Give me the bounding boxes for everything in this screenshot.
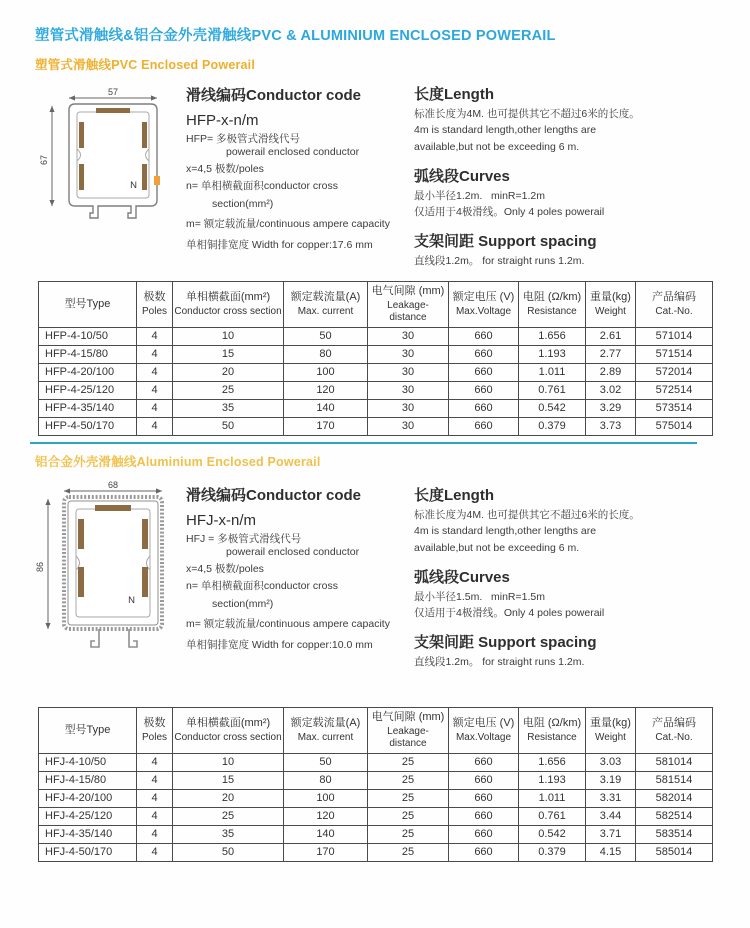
column-header: 重量(kg) Weight bbox=[586, 708, 636, 754]
cell-type: HFJ-4-20/100 bbox=[39, 789, 137, 807]
cell-type: HFJ-4-25/120 bbox=[39, 807, 137, 825]
length-heading: 长度Length bbox=[414, 86, 494, 103]
spec-line: 标准长度为4M. 也可提供其它不超过6米的长度。 bbox=[414, 508, 640, 521]
table-cell: 1.656 bbox=[519, 327, 586, 345]
table-cell: 4 bbox=[137, 327, 173, 345]
table-row bbox=[39, 345, 713, 363]
table-cell: 1.011 bbox=[519, 363, 586, 381]
column-header: 产品编码 Cat.-No. bbox=[636, 708, 713, 754]
cell-type: HFP-4-50/170 bbox=[39, 417, 137, 435]
table-cell: 585014 bbox=[636, 843, 713, 861]
column-header: 产品编码 Cat.-No. bbox=[636, 282, 713, 328]
table-cell: 573514 bbox=[636, 399, 713, 417]
code-line: HFJ = 多极管式滑线代号 bbox=[186, 532, 302, 545]
spec-line: available,but not be exceeding 6 m. bbox=[414, 140, 580, 153]
code-line: powerail enclosed conductor bbox=[226, 146, 360, 159]
cell-type: HFP-4-25/120 bbox=[39, 381, 137, 399]
dimension-left bbox=[39, 106, 55, 206]
table-cell: 4 bbox=[137, 825, 173, 843]
table-row bbox=[39, 771, 713, 789]
specs-block-aluminium bbox=[414, 484, 744, 669]
table-cell: 4 bbox=[137, 771, 173, 789]
table-cell: 10 bbox=[173, 327, 284, 345]
table-cell: 50 bbox=[284, 753, 368, 771]
table-cell: 660 bbox=[449, 417, 519, 435]
table-cell: 0.761 bbox=[519, 381, 586, 399]
table-cell: 1.656 bbox=[519, 753, 586, 771]
table-cell: 660 bbox=[449, 753, 519, 771]
table-cell: 30 bbox=[368, 399, 449, 417]
table-row bbox=[39, 363, 713, 381]
support-spacing-heading: 支架间距 Support spacing bbox=[414, 233, 597, 251]
spec-line: 4m is standard length,other lengths are bbox=[414, 124, 597, 137]
table-cell: 3.31 bbox=[586, 789, 636, 807]
conductor-code-block-aluminium bbox=[186, 484, 421, 652]
table-cell: 4 bbox=[137, 807, 173, 825]
code-line: m= 额定载流量/continuous ampere capacity bbox=[186, 218, 390, 231]
code-line: section(mm²) bbox=[212, 197, 274, 210]
neutral-label: N bbox=[128, 595, 135, 606]
table-cell: 25 bbox=[368, 753, 449, 771]
table-cell: 4 bbox=[137, 345, 173, 363]
table-cell: 660 bbox=[449, 843, 519, 861]
table-row bbox=[39, 843, 713, 861]
table-cell: 4 bbox=[137, 753, 173, 771]
table-cell: 3.19 bbox=[586, 771, 636, 789]
spec-line: 标准长度为4M. 也可提供其它不超过6米的长度。 bbox=[414, 107, 640, 120]
dim-height-label: 67 bbox=[39, 154, 49, 166]
spec-line: 4m is standard length,other lengths are bbox=[414, 525, 597, 538]
spec-line: 直线段1.2m。 for straight runs 1.2m. bbox=[414, 655, 585, 668]
cell-type: HFJ-4-50/170 bbox=[39, 843, 137, 861]
table-cell: 0.379 bbox=[519, 417, 586, 435]
column-header: 型号Type bbox=[39, 282, 137, 328]
cell-type: HFP-4-15/80 bbox=[39, 345, 137, 363]
table-cell: 4 bbox=[137, 789, 173, 807]
column-header: 型号Type bbox=[39, 708, 137, 754]
table-cell: 25 bbox=[368, 825, 449, 843]
table-row bbox=[39, 807, 713, 825]
table-cell: 1.193 bbox=[519, 345, 586, 363]
table-cell: 660 bbox=[449, 363, 519, 381]
table-cell: 50 bbox=[173, 843, 284, 861]
code-line: x=4,5 极数/poles bbox=[186, 163, 264, 176]
table-row bbox=[39, 753, 713, 771]
curves-heading: 弧线段Curves bbox=[414, 569, 510, 587]
profile-outline bbox=[69, 104, 157, 218]
spec-line: 仅适用于4极滑线。Only 4 poles powerail bbox=[414, 206, 605, 219]
cell-type: HFJ-4-15/80 bbox=[39, 771, 137, 789]
conductor-code-model: HFP-x-n/m bbox=[186, 112, 259, 129]
table-cell: 3.03 bbox=[586, 753, 636, 771]
table-cell: 1.011 bbox=[519, 789, 586, 807]
column-header: 极数 Poles bbox=[137, 708, 173, 754]
table-cell: 582014 bbox=[636, 789, 713, 807]
table-cell: 2.77 bbox=[586, 345, 636, 363]
table-cell: 30 bbox=[368, 363, 449, 381]
section-subtitle-aluminium: 铝合金外壳滑触线Aluminium Enclosed Powerail bbox=[35, 455, 321, 469]
table-cell: 572014 bbox=[636, 363, 713, 381]
table-cell: 582514 bbox=[636, 807, 713, 825]
table-cell: 35 bbox=[173, 399, 284, 417]
cell-type: HFJ-4-10/50 bbox=[39, 753, 137, 771]
column-header: 额定载流量(A) Max. current bbox=[284, 282, 368, 328]
spec-line: 直线段1.2m。 for straight runs 1.2m. bbox=[414, 254, 585, 267]
cell-type: HFP-4-35/140 bbox=[39, 399, 137, 417]
table-cell: 4 bbox=[137, 363, 173, 381]
table-cell: 571014 bbox=[636, 327, 713, 345]
table-cell: 2.89 bbox=[586, 363, 636, 381]
cell-type: HFJ-4-35/140 bbox=[39, 825, 137, 843]
spec-line: available,but not be exceeding 6 m. bbox=[414, 541, 580, 554]
code-line: x=4,5 极数/poles bbox=[186, 563, 264, 576]
table-cell: 4 bbox=[137, 843, 173, 861]
code-line: 单相铜排宽度 Width for copper:17.6 mm bbox=[186, 238, 373, 251]
column-header: 电阻 (Ω/km) Resistance bbox=[519, 282, 586, 328]
table-cell: 660 bbox=[449, 399, 519, 417]
table-row bbox=[39, 825, 713, 843]
length-heading: 长度Length bbox=[414, 487, 494, 504]
table-cell: 100 bbox=[284, 789, 368, 807]
column-header: 电气间隙 (mm) Leakage-distance bbox=[368, 708, 449, 754]
table-cell: 0.761 bbox=[519, 807, 586, 825]
table-cell: 0.542 bbox=[519, 825, 586, 843]
table-cell: 80 bbox=[284, 345, 368, 363]
table-row bbox=[39, 789, 713, 807]
table-cell: 30 bbox=[368, 327, 449, 345]
page-title: 塑管式滑触线&铝合金外壳滑触线PVC & ALUMINIUM ENCLOSED POWERAIL bbox=[35, 28, 556, 44]
table-cell: 120 bbox=[284, 381, 368, 399]
table-cell: 20 bbox=[173, 789, 284, 807]
curves-heading: 弧线段Curves bbox=[414, 168, 510, 186]
table-cell: 30 bbox=[368, 417, 449, 435]
table-cell: 100 bbox=[284, 363, 368, 381]
table-cell: 120 bbox=[284, 807, 368, 825]
table-cell: 20 bbox=[173, 363, 284, 381]
aluminium-profile-diagram bbox=[33, 479, 193, 671]
section-divider bbox=[30, 442, 697, 444]
table-row bbox=[39, 417, 713, 435]
table-cell: 3.71 bbox=[586, 825, 636, 843]
table-cell: 3.02 bbox=[586, 381, 636, 399]
column-header: 重量(kg) Weight bbox=[586, 282, 636, 328]
dimension-top bbox=[64, 480, 162, 494]
table-cell: 35 bbox=[173, 825, 284, 843]
table-cell: 4 bbox=[137, 399, 173, 417]
table-cell: 0.542 bbox=[519, 399, 586, 417]
table-cell: 660 bbox=[449, 789, 519, 807]
table-cell: 25 bbox=[368, 807, 449, 825]
column-header: 单相横截面(mm²) Conductor cross section bbox=[173, 708, 284, 754]
spec-line: 最小半径1.5m. minR=1.5m bbox=[414, 590, 545, 603]
table-cell: 140 bbox=[284, 825, 368, 843]
aluminium-spec-table bbox=[38, 707, 713, 862]
neutral-label: N bbox=[130, 180, 137, 191]
section-subtitle-pvc: 塑管式滑触线PVC Enclosed Powerail bbox=[35, 58, 256, 72]
table-cell: 170 bbox=[284, 843, 368, 861]
column-header: 电阻 (Ω/km) Resistance bbox=[519, 708, 586, 754]
table-cell: 660 bbox=[449, 825, 519, 843]
cell-type: HFP-4-20/100 bbox=[39, 363, 137, 381]
spec-line: 最小半径1.2m. minR=1.2m bbox=[414, 189, 545, 202]
conductor-code-block-pvc bbox=[186, 84, 421, 252]
table-cell: 0.379 bbox=[519, 843, 586, 861]
column-header: 额定电压 (V) Max.Voltage bbox=[449, 282, 519, 328]
column-header: 极数 Poles bbox=[137, 282, 173, 328]
table-cell: 170 bbox=[284, 417, 368, 435]
table-row bbox=[39, 381, 713, 399]
table-cell: 25 bbox=[368, 843, 449, 861]
table-cell: 1.193 bbox=[519, 771, 586, 789]
code-line: n= 单相横截面积conductor cross bbox=[186, 580, 339, 593]
table-cell: 660 bbox=[449, 807, 519, 825]
conductor-code-heading: 滑线编码Conductor code bbox=[186, 487, 361, 504]
spec-line: 仅适用于4极滑线。Only 4 poles powerail bbox=[414, 607, 605, 620]
table-cell: 3.44 bbox=[586, 807, 636, 825]
table-row bbox=[39, 399, 713, 417]
neutral-marker bbox=[154, 176, 160, 185]
pvc-profile-diagram bbox=[36, 86, 186, 258]
table-cell: 571514 bbox=[636, 345, 713, 363]
conductor-code-model: HFJ-x-n/m bbox=[186, 512, 256, 529]
table-cell: 3.29 bbox=[586, 399, 636, 417]
table-cell: 80 bbox=[284, 771, 368, 789]
table-cell: 660 bbox=[449, 381, 519, 399]
table-cell: 15 bbox=[173, 771, 284, 789]
table-cell: 3.73 bbox=[586, 417, 636, 435]
table-cell: 30 bbox=[368, 345, 449, 363]
table-cell: 140 bbox=[284, 399, 368, 417]
table-cell: 25 bbox=[173, 807, 284, 825]
column-header: 电气间隙 (mm) Leakage-distance bbox=[368, 282, 449, 328]
table-cell: 10 bbox=[173, 753, 284, 771]
support-spacing-heading: 支架间距 Support spacing bbox=[414, 634, 597, 652]
table-cell: 30 bbox=[368, 381, 449, 399]
code-line: section(mm²) bbox=[212, 597, 274, 610]
column-header: 额定载流量(A) Max. current bbox=[284, 708, 368, 754]
table-cell: 581514 bbox=[636, 771, 713, 789]
pvc-spec-table bbox=[38, 281, 713, 436]
table-cell: 581014 bbox=[636, 753, 713, 771]
table-cell: 660 bbox=[449, 771, 519, 789]
code-line: n= 单相横截面积conductor cross bbox=[186, 180, 339, 193]
code-line: m= 额定载流量/continuous ampere capacity bbox=[186, 618, 390, 631]
table-cell: 25 bbox=[368, 789, 449, 807]
table-cell: 50 bbox=[173, 417, 284, 435]
table-cell: 25 bbox=[368, 771, 449, 789]
table-cell: 4.15 bbox=[586, 843, 636, 861]
table-cell: 25 bbox=[173, 381, 284, 399]
column-header: 额定电压 (V) Max.Voltage bbox=[449, 708, 519, 754]
table-cell: 572514 bbox=[636, 381, 713, 399]
dimension-top bbox=[69, 87, 157, 101]
table-cell: 660 bbox=[449, 345, 519, 363]
dim-height-label: 86 bbox=[35, 561, 45, 573]
table-cell: 583514 bbox=[636, 825, 713, 843]
conductor-code-heading: 滑线编码Conductor code bbox=[186, 87, 361, 104]
dim-width-label: 68 bbox=[107, 480, 119, 490]
table-cell: 15 bbox=[173, 345, 284, 363]
column-header: 单相横截面(mm²) Conductor cross section bbox=[173, 282, 284, 328]
cell-type: HFP-4-10/50 bbox=[39, 327, 137, 345]
dim-width-label: 57 bbox=[107, 87, 119, 97]
dimension-left bbox=[35, 499, 51, 629]
code-line: powerail enclosed conductor bbox=[226, 546, 360, 559]
specs-block-pvc bbox=[414, 83, 744, 268]
table-cell: 660 bbox=[449, 327, 519, 345]
table-cell: 575014 bbox=[636, 417, 713, 435]
code-line: 单相铜排宽度 Width for copper:10.0 mm bbox=[186, 638, 373, 651]
table-cell: 4 bbox=[137, 417, 173, 435]
table-cell: 50 bbox=[284, 327, 368, 345]
table-cell: 4 bbox=[137, 381, 173, 399]
table-row bbox=[39, 327, 713, 345]
code-line: HFP= 多极管式滑线代号 bbox=[186, 132, 301, 145]
table-cell: 2.61 bbox=[586, 327, 636, 345]
